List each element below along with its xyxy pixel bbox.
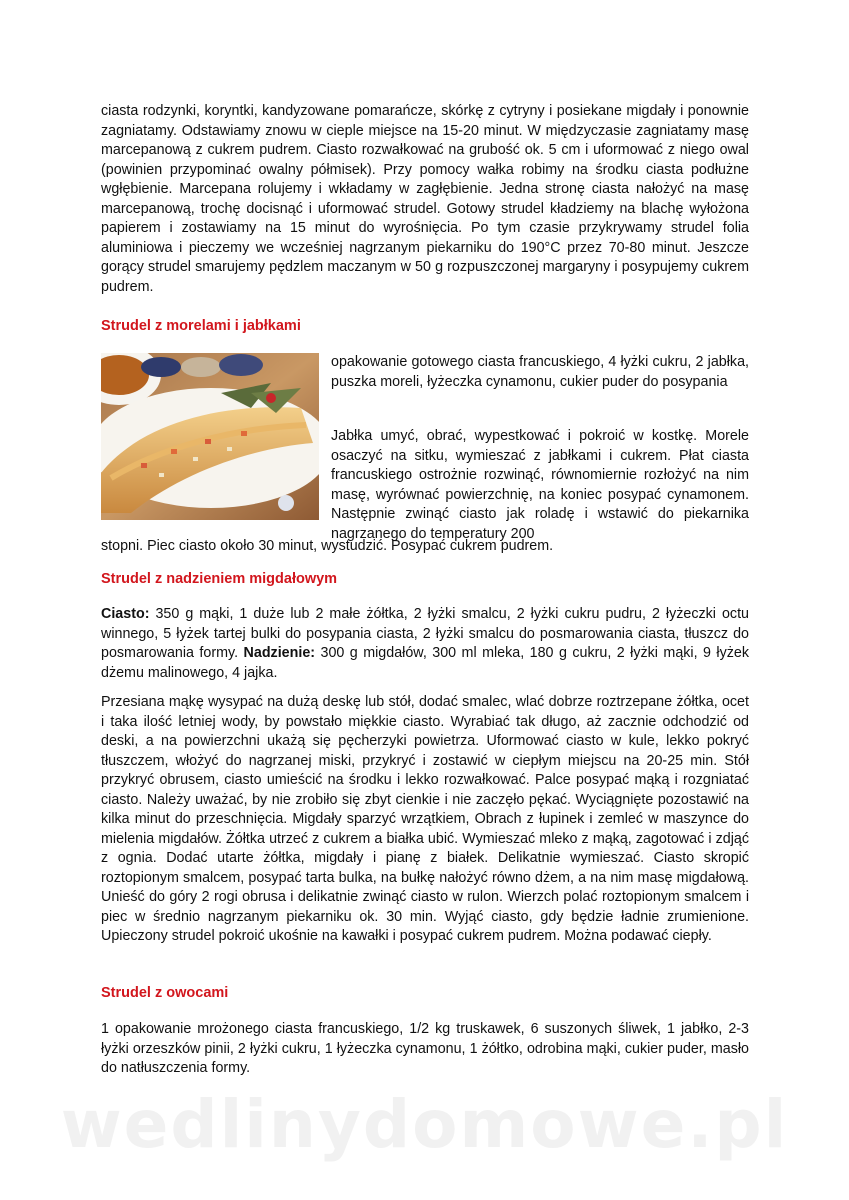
section-title-morele: Strudel z morelami i jabłkami <box>101 318 301 334</box>
morele-method-end: stopni. Piec ciasto około 30 minut, wystudzić. Posypać cukrem pudrem. <box>101 538 554 554</box>
site-watermark: wedlinydomowe.pl <box>60 1086 789 1163</box>
nadzienie-text: 300 g migdałów, 300 ml mleka, 180 g cukru, 2 łyżki mąki, 9 łyżek dżemu malinowego, 4 jajka. <box>101 645 749 681</box>
nadzienie-label: Nadzienie: <box>243 645 316 661</box>
section-title-migdalowe: Strudel z nadzieniem migdałowym <box>101 571 338 587</box>
ciasto-label: Ciasto: <box>101 606 150 622</box>
intro-paragraph: ciasta rodzynki, koryntki, kandyzowane pomarańcze, skórkę z cytryny i posiekane migdały i ponownie zagniatamy. Odstawiamy znowu w cieple miejsce na 15-20 minut. W międzyczasie zagniatamy masę marcepanową z cukrem pudrem. Ciasto rozwałkować na grubość ok. 5 cm i uformować z niego owal (powinien przypominać owalny półmisek). Przy pomocy wałka robimy na środku ciasta podłużne wgłębienie. Marcepana rolujemy i wkładamy w zagłębienie. Jedna stronę ciasta nałożyć na masę marcepanową, trochę docisnąć i uformować strudel. Gotowy strudel kładziemy na blachę wyłożona papierem i zostawiamy na 15 minut do wyrośnięcia. Po tym czasie przykrywamy strudel folia aluminiowa i pieczemy we wcześniej nagrzanym piekarniku do 190°C przez 70-80 minut. Jeszcze gorący strudel smarujemy pędzlem maczanym w 50 g rozpuszczonej margaryny i posypujemy cukrem pudrem. <box>101 103 749 295</box>
owoce-ingredients: 1 opakowanie mrożonego ciasta francuskiego, 1/2 kg truskawek, 6 suszonych śliwek, 1 jabłko, 2-3 łyżki orzeszków pinii, 2 łyżki cukru, 1 łyżeczka cynamonu, 1 żółtko, odrobina mąki, cukier puder, masło do natłuszczenia formy. <box>101 1021 749 1076</box>
morele-method: Jabłka umyć, obrać, wypestkować i pokroić w kostkę. Morele osaczyć na sitku, wymieszać z jabłkami i cukrem. Płat ciasta francuskiego ostrożnie rozwinąć, równomiernie rozłożyć na nim masę, wyrównać powierzchnię, na koniec posypać cynamonem. Następnie zwinąć ciasto jak roladę i wstawić do piekarnika nagrzanego do temperatury 200 <box>331 428 749 542</box>
strudel-photo <box>101 353 319 520</box>
section-title-owoce: Strudel z owocami <box>101 985 229 1001</box>
migdalowe-method: Przesiana mąkę wysypać na dużą deskę lub stół, dodać smalec, wlać dobrze roztrzepane żółtka, ocet i taka ilość letniej wody, by powstało miękkie ciasto. Wyrabiać tak długo, aż zacznie odchodzić od deski, a na powierzchni ukażą się pęcherzyki powietrza. Uformować ciasto w kule, lekko pokryć tłuszczem, włożyć do nagrzanej miski, przykryć i zostawić w ciepłym miejscu na 20-25 min. Stół przykryć obrusem, ciasto umieścić na środku i lekko rozwałkować. Palce posypać mąką i rozgniatać ciasto. Należy uważać, by nie zrobiło się zbyt cienkie i nie zaczęło pękać. Wyciągnięte pozostawić na kilka minut do przeschnięcia. Migdały sparzyć wrzątkiem, Obrach z łupinek i zemleć w maszynce do mielenia migdałów. Żółtka utrzeć z cukrem a białka ubić. Wymieszać mleko z mąką, zagotować i zdjąć z ognia. Dodać utarte żółtka, migdały i pianę z białek. Delikatnie wymieszać. Ciasto skropić roztopionym smalcem, posypać tarta bulka, na bułkę nałożyć równo dżem, a na nim masę migdałową. Unieść do góry 2 rogi obrusa i delikatnie zwinąć ciasto w rulon. Wierzch polać roztopionym smalcem i piec w średnio nagrzanym piekarniku ok. 30 min. Wyjąć ciasto, gdy będzie ładnie zrumienione. Upieczony strudel pokroić ukośnie na kawałki i posypać cukrem pudrem. Można podawać ciepły. <box>101 694 749 944</box>
morele-ingredients: opakowanie gotowego ciasta francuskiego, 4 łyżki cukru, 2 jabłka, puszka moreli, łyżeczka cynamonu, cukier puder do posypania <box>331 354 749 390</box>
migdalowe-ingredients <box>101 605 749 683</box>
ciasto-text: 350 g mąki, 1 duże lub 2 małe żółtka, 2 łyżki smalcu, 2 łyżki cukru pudru, 2 łyżeczki octu winnego, 5 łyżek tartej bulki do posypania ciasta, 2 łyżki smalcu do posmarowania ciasta, tłuszcz do posmarowania formy. <box>101 606 749 661</box>
